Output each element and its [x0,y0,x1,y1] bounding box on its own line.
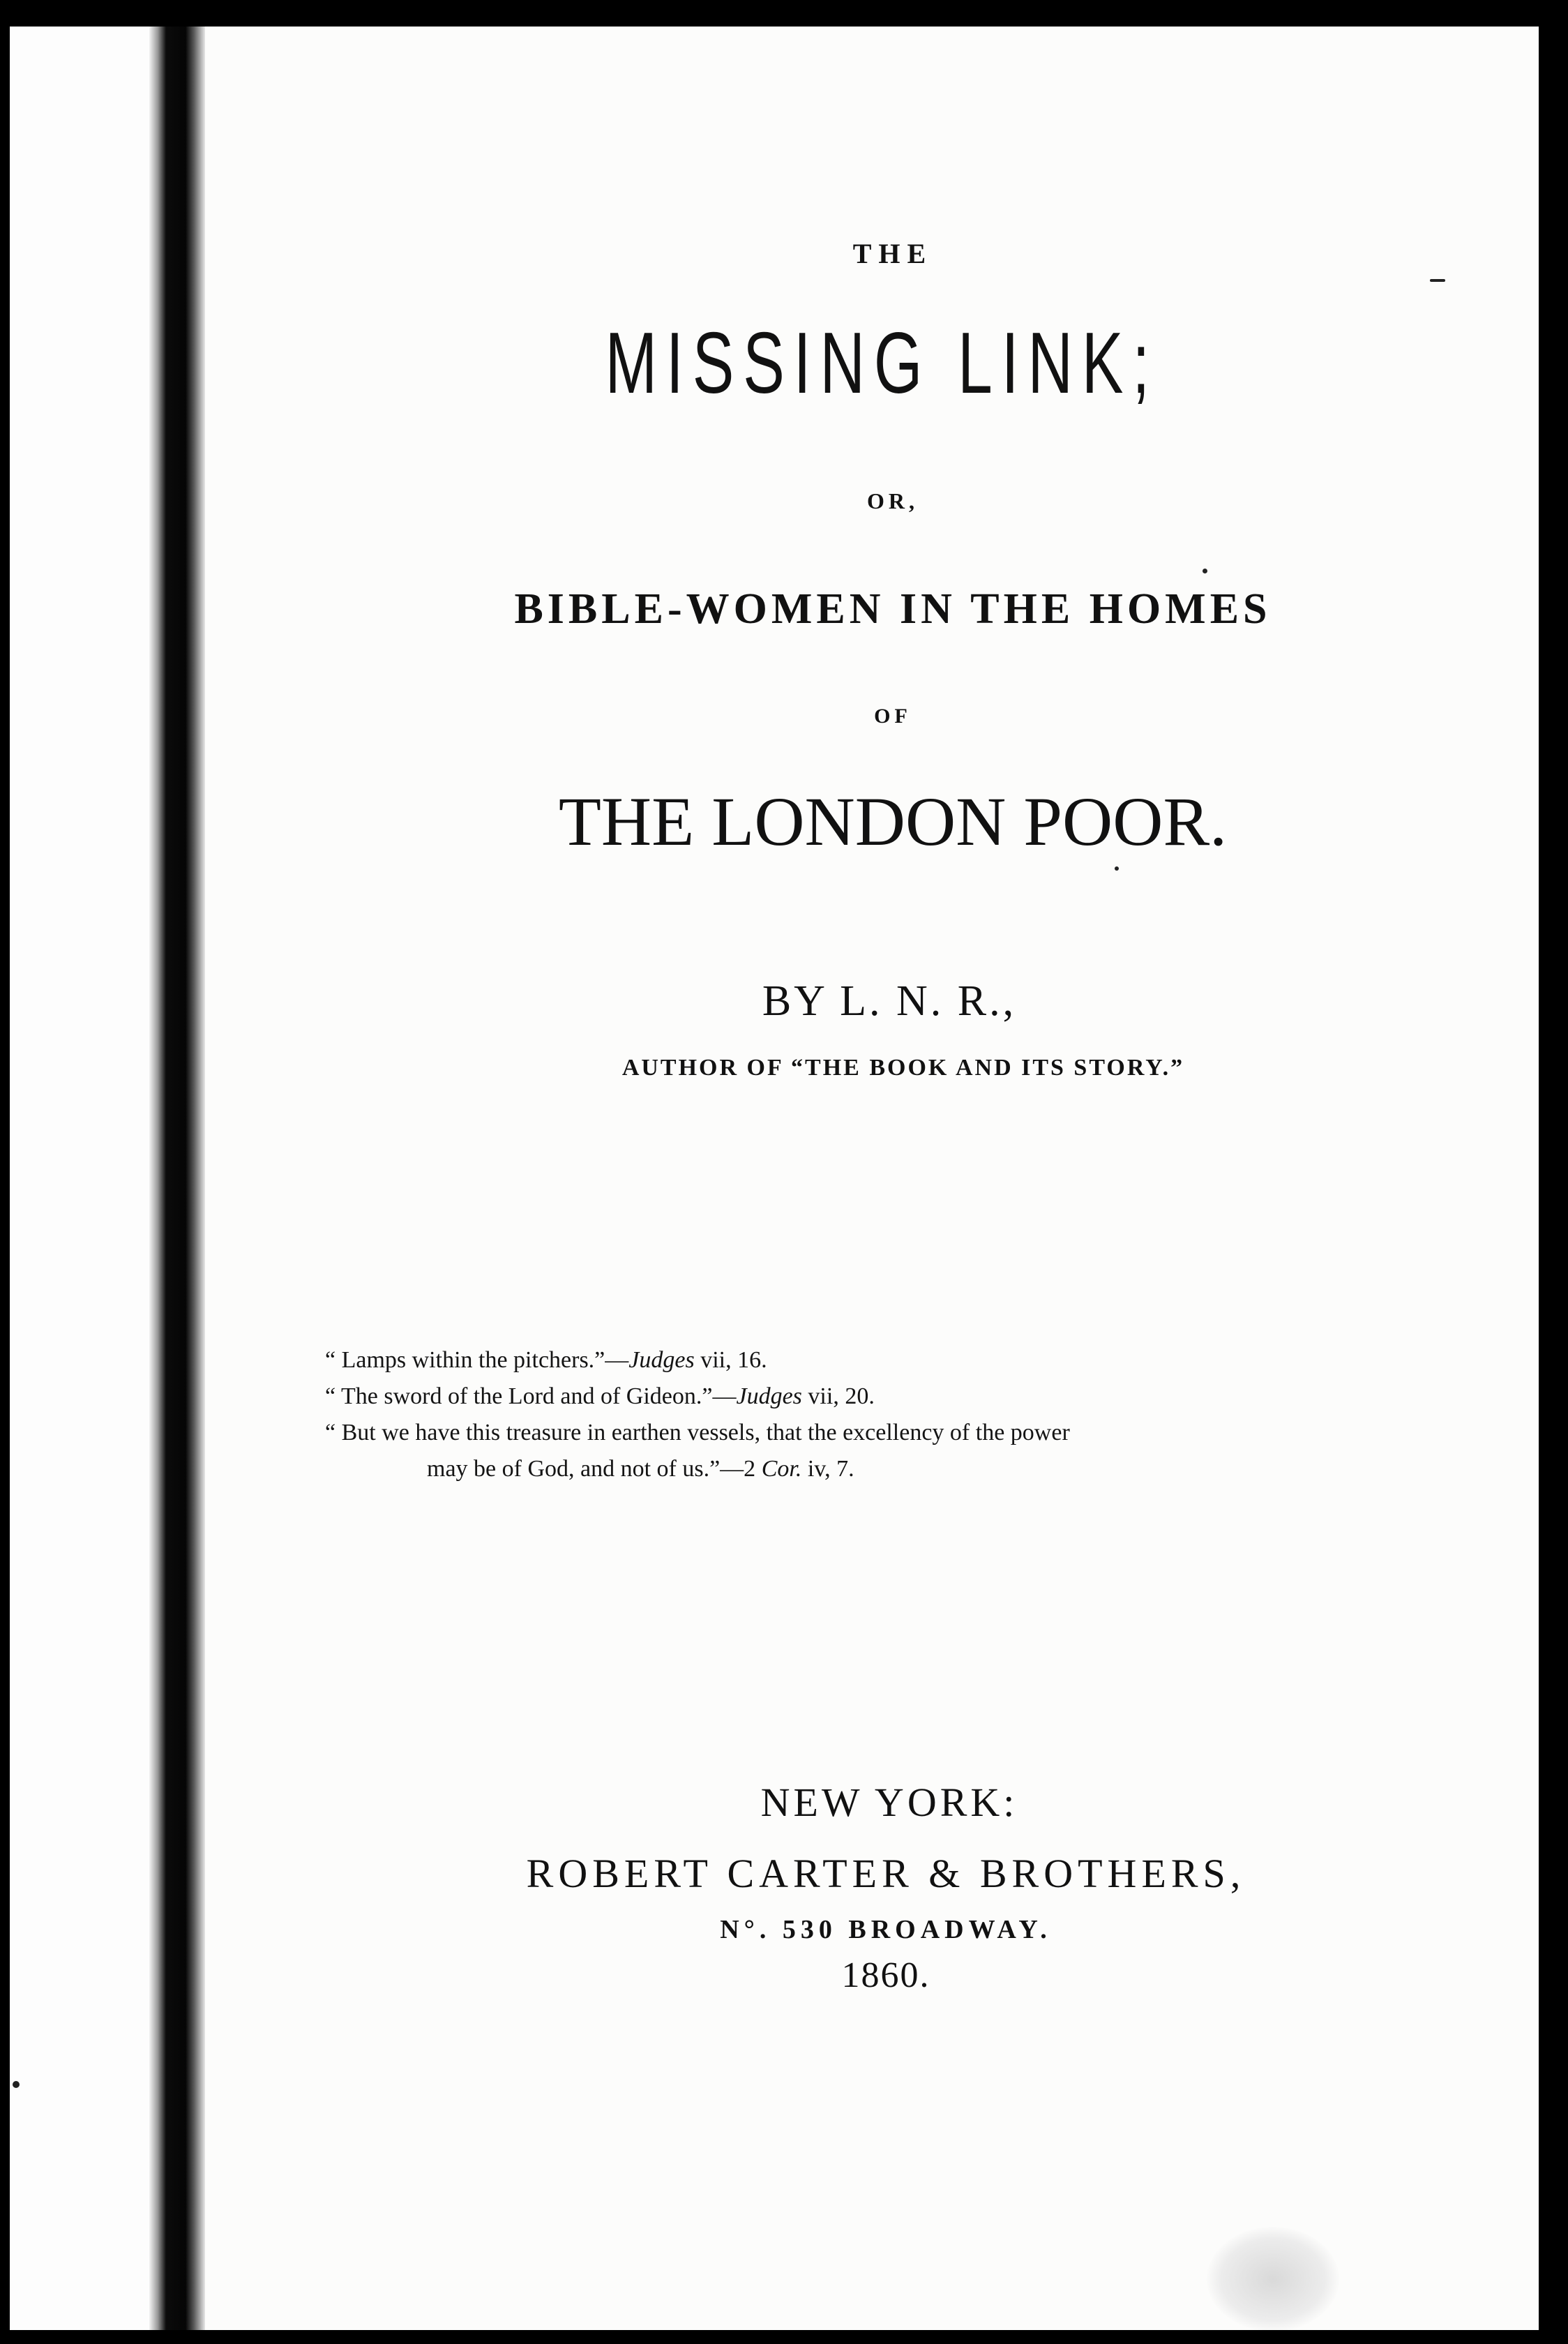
scan-border-right [1539,0,1568,2344]
paper-stain [1207,2227,1339,2331]
epigraph-citation-book: Cor. [761,1456,802,1482]
blank-verso-leaf [10,27,149,2330]
subtitle-line-1: BIBLE-WOMEN IN THE HOMES [514,585,1272,633]
epigraph-2 [325,1378,1413,1415]
epigraph-3 [325,1415,1413,1451]
epigraph-citation-ref: vii, 16. [694,1347,767,1373]
epigraph-citation-book: Judges [736,1383,802,1409]
author-note: AUTHOR OF “THE BOOK AND ITS STORY.” [621,1055,1185,1081]
imprint-city: NEW YORK: [760,1780,1018,1825]
main-title: MISSING LINK; [605,315,1159,412]
subtitle-line-2: THE LONDON POOR. [558,783,1228,860]
scan-border-top [0,0,1568,27]
subtitle-of: OF [874,705,912,728]
epigraph-quote: “ The sword of the Lord and of Gideon.”— [325,1383,737,1409]
ink-speck [1115,866,1119,871]
ink-speck [1203,569,1207,573]
title-or: OR, [867,488,919,513]
author-byline: BY L. N. R., [762,977,1017,1025]
imprint-publisher: ROBERT CARTER & BROTHERS, [526,1851,1246,1896]
scan-border-left [0,0,10,2344]
epigraph-1 [325,1342,1413,1378]
ink-speck [13,2081,20,2088]
epigraph-3-continuation [325,1451,1413,1487]
epigraph-citation-book: Judges [628,1347,695,1373]
title-article: THE [852,238,933,269]
epigraph-continuation: may be of God, and not of us.”—2 [427,1456,762,1482]
book-gutter [149,27,205,2330]
epigraph-citation-ref: vii, 20. [801,1383,875,1409]
epigraph-citation-ref: iv, 7. [801,1456,854,1482]
epigraphs [325,1342,1413,1487]
imprint-year: 1860. [841,1955,930,1995]
epigraph-quote: “ But we have this treasure in earthen vessels, that the excellency of the power [325,1420,1070,1445]
ink-speck [1430,279,1445,282]
scan-border-bottom [0,2330,1568,2344]
imprint-address: N°. 530 BROADWAY. [720,1915,1052,1944]
epigraph-quote: “ Lamps within the pitchers.”— [325,1347,629,1373]
